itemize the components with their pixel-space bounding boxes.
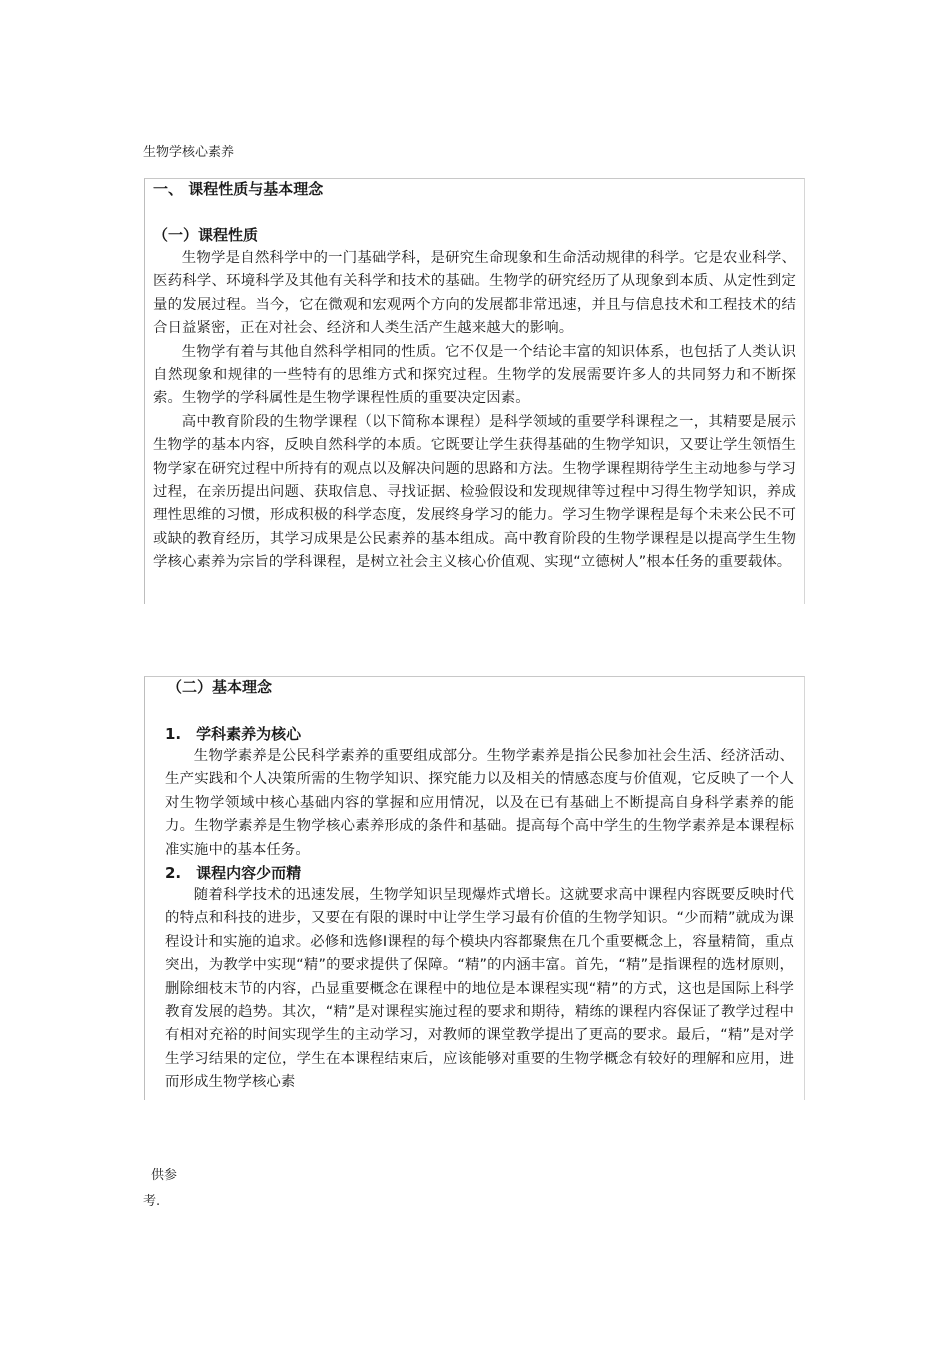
paragraph: 随着科学技术的迅速发展，生物学知识呈现爆炸式增长。这就要求高中课程内容既要反映时代的特点和科技的进步，又要在有限的课时中让学生学习最有价值的生物学知识。“少而精”就成为课程设计和实施的追求。必修和选修Ⅰ课程的每个模块内容都聚焦在几个重要概念上，容量精简，重点突出，为教学中实现“精”的要求提供了保障。“精”的内涵丰富。首先，“精”是指课程的选材原则，删除细枝末节的内容，凸显重要概念在课程中的地位是本课程实现“精”的方式，这也是国际上科学教育发展的趋势。其次，“精”是对课程实施过程的要求和期待，精练的课程内容保证了教学过程中有相对充裕的时间实现学生的主动学习，对教师的课堂教学提出了更高的要求。最后，“精”是对学生学习结果的定位，学生在本课程结束后，应该能够对重要的生物学概念有较好的理解和应用，进而形成生物学核心素 (165, 887, 794, 1091)
subsection-heading-basic-concepts: （二）基本理念 (167, 678, 273, 696)
section-box-basic-concepts (144, 676, 805, 1100)
paragraph: 生物学有着与其他自然科学相同的性质。它不仅是一个结论丰富的知识体系，也包括了人类认识自然现象和规律的一些特有的思维方式和探究过程。生物学的发展需要许多人的共同努力和不断探索。生物学的学科属性是生物学课程性质的重要决定因素。 (153, 343, 796, 407)
paragraph: 生物学是自然科学中的一门基础学科，是研究生命现象和生命活动规律的科学。它是农业科学、医药科学、环境科学及其他有关科学和技术的基础。生物学的研究经历了从现象到本质、从定性到定量的发展过程。当今，它在微观和宏观两个方向的发展都非常迅速，并且与信息技术和工程技术的结合日益紧密，正在对社会、经济和人类生活产生越来越大的影响。 (153, 250, 796, 337)
subsection-heading-course-nature: （一）课程性质 (153, 226, 259, 244)
document-title: 生物学核心素养 (143, 145, 235, 160)
item-heading-core-literacy: 1. 学科素养为核心 (165, 725, 302, 743)
item-heading-concise-content: 2. 课程内容少而精 (165, 864, 302, 883)
paragraph: 高中教育阶段的生物学课程（以下简称本课程）是科学领域的重要学科课程之一，其精要是展示生物学的基本内容，反映自然科学的本质。它既要让学生获得基础的生物学知识，又要让学生领悟生物学家在研究过程中所持有的观点以及解决问题的思路和方法。生物学课程期待学生主动地参与学习过程，在亲历提出问题、获取信息、寻找证据、检验假设和发现规律等过程中习得生物学知识，养成理性思维的习惯，形成积极的科学态度，发展终身学习的能力。学习生物学课程是每个未来公民不可或缺的教育经历，其学习成果是公民素养的基本组成。高中教育阶段的生物学课程是以提高学生生物学核心素养为宗旨的学科课程，是树立社会主义核心价值观、实现“立德树人”根本任务的重要载体。 (153, 413, 796, 571)
footer-note-line1: 供参 (151, 1168, 178, 1183)
section-heading: 一、 课程性质与基本理念 (153, 180, 324, 198)
paragraph: 生物学素养是公民科学素养的重要组成部分。生物学素养是指公民参加社会生活、经济活动、生产实践和个人决策所需的生物学知识、探究能力以及相关的情感态度与价值观，它反映了一个人对生物学领域中核心基础内容的掌握和应用情况，以及在已有基础上不断提高自身科学素养的能力。生物学素养是生物学核心素养形成的条件和基础。提高每个高中学生的生物学素养是本课程标准实施中的基本任务。 (165, 748, 794, 858)
section-box-course-nature (144, 178, 805, 604)
footer-note-line2: 考. (143, 1194, 161, 1209)
